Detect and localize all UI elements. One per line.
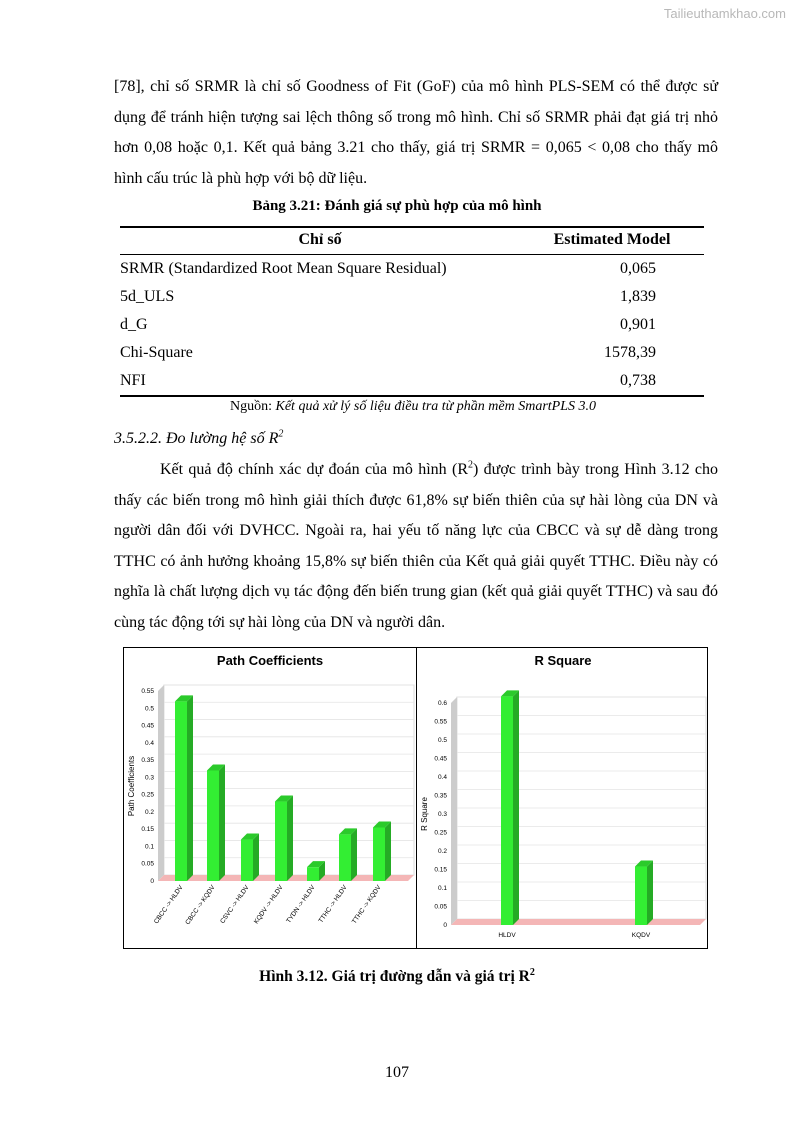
bar-side [385,821,391,881]
chart-left-wall [158,685,164,881]
y-tick-label: 0.5 [437,737,447,744]
y-axis-label: R Square [420,797,429,831]
table-header-row [120,227,704,255]
bar [275,802,287,881]
table-row [120,367,704,396]
table-row [120,311,704,339]
x-tick-label: TYDN -> HLDV [285,884,317,925]
y-tick-label: 0.4 [437,774,447,781]
y-tick-label: 0.05 [434,903,447,911]
paragraph-r-square [114,455,718,638]
figure-caption-text: Hình 3.12. Giá trị đường dẫn và giá trị R [259,968,530,985]
bar-side [253,834,259,881]
bar [373,827,385,881]
y-tick-label: 0.35 [434,792,447,800]
section-heading [114,430,283,448]
section-heading-text: 3.5.2.2. Đo lường hệ số R [114,430,279,447]
y-tick-label: 0.1 [437,885,447,892]
row-value: 1578,39 [604,344,656,361]
y-tick-label: 0 [443,922,447,929]
row-value: 0,901 [620,316,656,333]
paragraph-srmr: [78], chỉ số SRMR là chỉ số Goodness of Fit (GoF) của mô hình PLS-SEM có thể được sử dụng để tránh hiện tượng sai lệch thông số trong mô hình. Chỉ số SRMR phải đạt giá trị nhỏ hơn 0,08 hoặc 0,1. Kết quả bảng 3.21 cho thấy, giá trị SRMR = 0,065 < 0,08 cho thấy mô hình cấu trúc là phù hợp với bộ dữ liệu. [114,78,718,187]
x-tick-label: CBCC -> HLDV [152,884,185,926]
y-tick-label: 0.15 [434,866,447,874]
page-number: 107 [385,1064,409,1081]
x-tick-label: KQDV [631,932,651,939]
table-caption: Bảng 3.21: Đánh giá sự phù hợp của mô hình [252,198,542,214]
bar [307,867,319,881]
y-tick-label: 0.1 [144,843,154,851]
r-square-chart [417,648,708,948]
path-coefficients-chart [124,648,416,948]
y-tick-label: 0.25 [141,791,154,799]
chart-floor [451,919,706,925]
y-tick-label: 0.25 [434,829,447,837]
bar-side [187,695,193,881]
y-tick-label: 0.3 [437,811,447,818]
x-tick-label: HLDV [498,932,516,939]
row-value: 0,738 [520,367,704,396]
y-tick-label: 0.35 [141,757,154,765]
p2-part1: Kết quả độ chính xác dự đoán của mô hình (R [160,461,469,478]
p2-part2: ) được trình bày trong Hình 3.12 cho thấy các biến trong mô hình giải thích được 61,8% sự biến thiên của sự hài lòng của DN và người dân đối với DVHCC. Ngoài ra, hai yếu tố năng lực của CBCC và sự dễ dàng trong TTHC có ảnh hưởng khoảng 15,8% sự biến thiên của Kết quả giải quyết TTHC. Điều này có nghĩa là chất lượng dịch vụ tác động đến biến trung gian (kết quả giải quyết TTHC) và sau đó cùng tác động tới sự hài lòng của DN và người dân. [114,461,718,631]
chart-title: R Square [534,653,592,668]
bar-side [351,828,357,881]
y-axis-label: Path Coefficients [127,755,136,817]
y-tick-label: 0.45 [141,722,154,730]
source-text: Kết quả xử lý số liệu điều tra từ phần mềm SmartPLS 3.0 [275,399,597,414]
x-tick-label: TTHC -> HLDV [317,884,349,925]
row-label: SRMR (Standardized Root Mean Square Residual) [120,260,447,277]
chart-title: Path Coefficients [216,653,324,668]
bar-side [647,861,653,925]
row-label: NFI [120,367,520,396]
y-tick-label: 0.05 [141,860,154,868]
source-prefix: Nguồn: [230,399,276,414]
y-tick-label: 0.15 [141,826,154,834]
bar [501,696,513,925]
bar-side [287,796,293,881]
figure-caption-sup: 2 [529,966,535,978]
x-tick-label: KQDV -> HLDV [252,884,285,926]
y-tick-label: 0 [150,878,154,885]
watermark: Tailieuthamkhao.com [663,6,786,21]
bar [175,701,187,881]
x-tick-label: CBCC -> KQDV [184,884,217,927]
bar-side [219,764,225,881]
y-tick-label: 0.45 [434,755,447,763]
bar [339,834,351,881]
y-tick-label: 0.2 [144,808,154,816]
table-row [120,339,704,367]
y-tick-label: 0.55 [141,688,154,695]
bar [241,840,253,881]
y-tick-label: 0.6 [437,700,447,707]
fit-table [120,226,704,397]
chart-left-wall [451,697,457,925]
header-index: Chỉ số [120,227,520,255]
bar [207,770,219,881]
table-row [120,283,704,311]
y-tick-label: 0.5 [144,705,154,713]
figure-caption [0,968,794,986]
row-value: 0,065 [620,260,656,277]
row-label: 5d_ULS [120,288,175,305]
x-tick-label: TTHC -> KQDV [350,884,383,926]
y-tick-label: 0.55 [434,718,447,726]
row-label: d_G [120,316,148,333]
y-tick-label: 0.2 [437,848,447,855]
bar-side [513,690,519,925]
row-value: 1,839 [620,288,656,305]
y-tick-label: 0.4 [144,739,154,747]
figure-charts [123,647,708,949]
y-tick-label: 0.3 [144,774,154,782]
bar [635,867,647,925]
section-heading-sup: 2 [278,428,284,440]
table-row [120,255,704,284]
x-tick-label: CSVC -> HLDV [219,884,251,925]
p2-sup: 2 [468,459,474,471]
table-source [230,399,596,415]
header-estimated-model: Estimated Model [520,227,704,255]
row-label: Chi-Square [120,344,193,361]
